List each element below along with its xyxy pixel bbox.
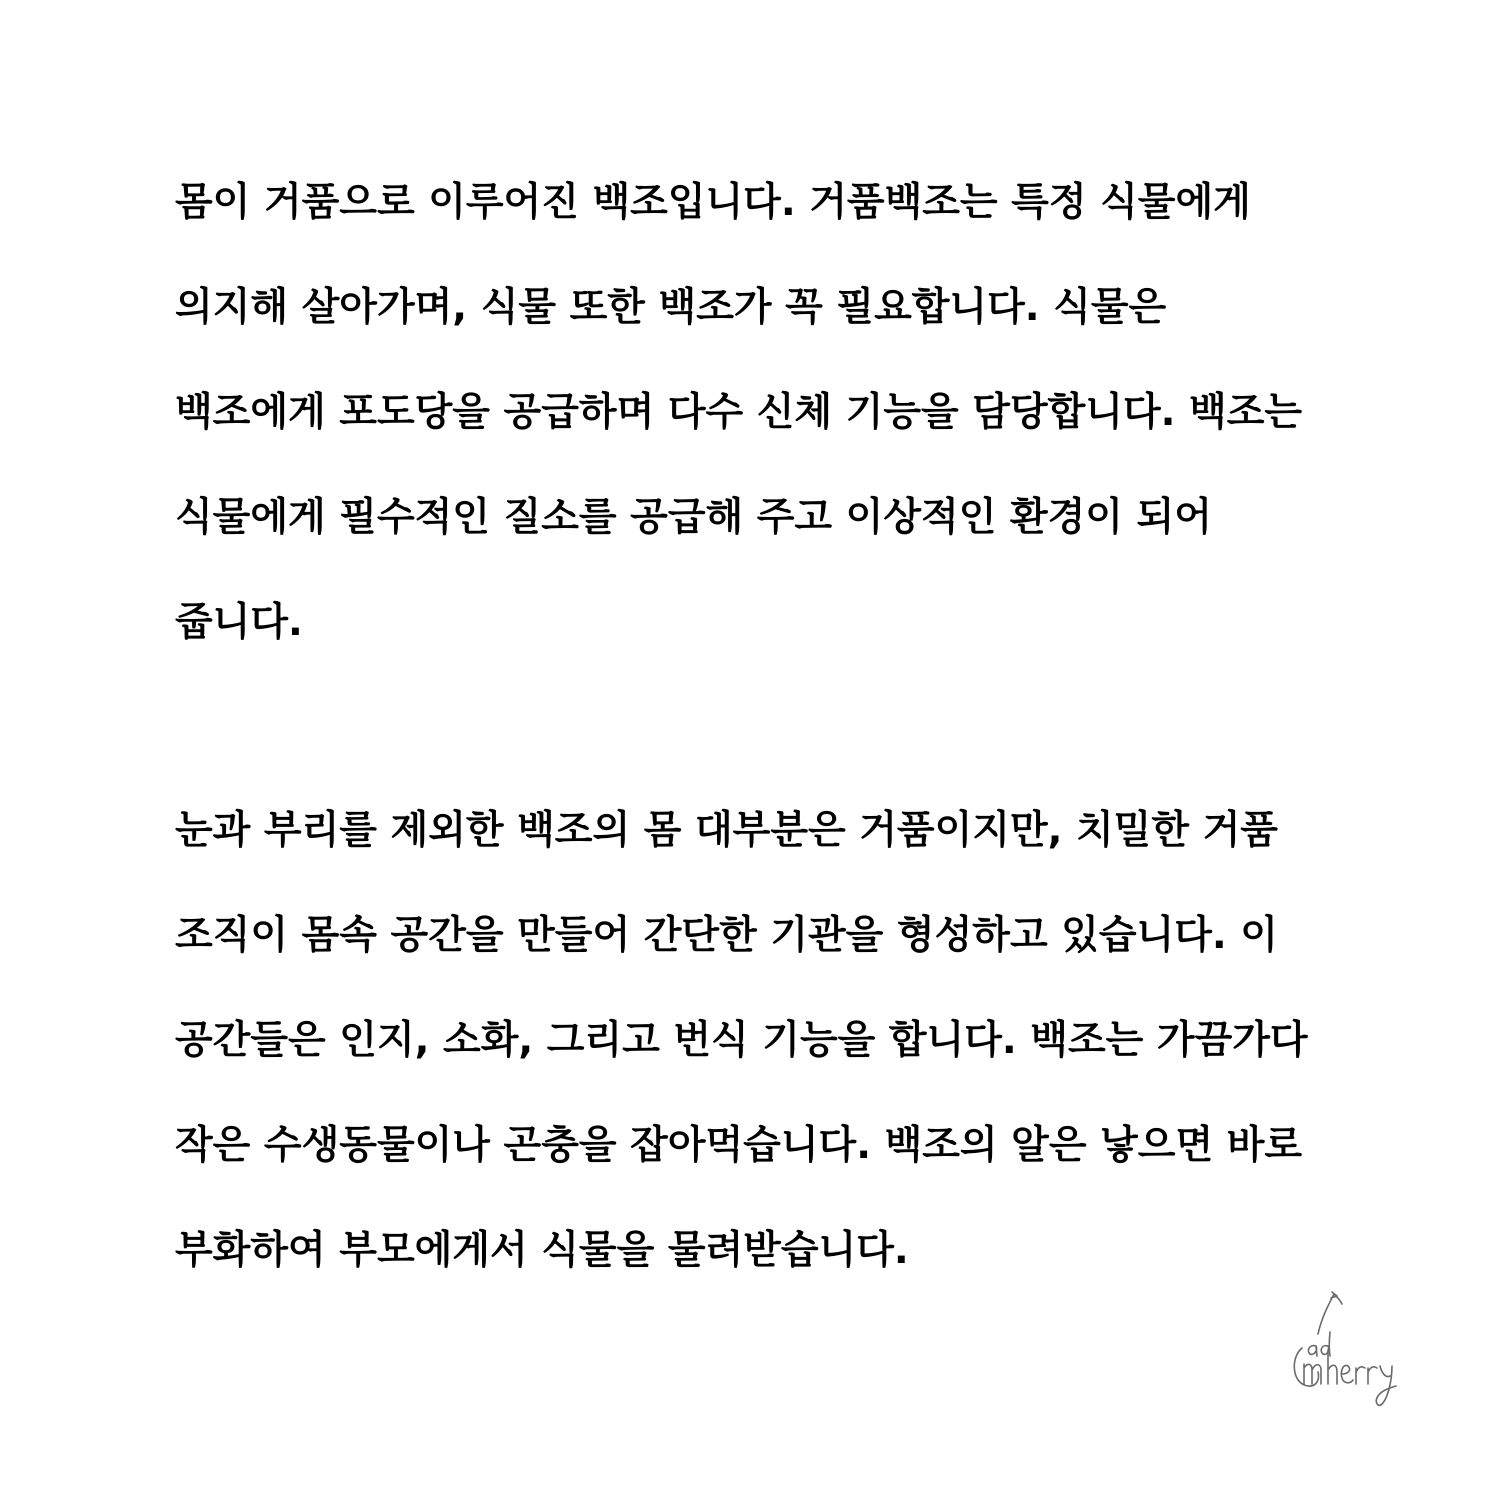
text-line: 줍니다.	[175, 600, 303, 645]
text-line: 작은 수생동물이나 곤충을 잡아먹습니다. 백조의 알은 낳으면 바로	[175, 1123, 1303, 1168]
text-line: 식물에게 필수적인 질소를 공급해 주고 이상적인 환경이 되어	[175, 495, 1212, 540]
paragraph-1	[175, 177, 1375, 702]
text-line: 몸이 거품으로 이루어진 백조입니다. 거품백조는 특정 식물에게	[175, 180, 1251, 225]
text-line: 의지해 살아가며, 식물 또한 백조가 꼭 필요합니다. 식물은	[175, 285, 1167, 330]
text-line: 눈과 부리를 제외한 백조의 몸 대부분은 거품이지만, 치밀한 거품	[175, 808, 1278, 853]
text-line: 조직이 몸속 공간을 만들어 간단한 기관을 형성하고 있습니다. 이	[175, 913, 1278, 958]
signature-graphic	[1282, 1288, 1410, 1416]
text-line: 부화하여 부모에게서 식물을 물려받습니다.	[175, 1228, 909, 1273]
paragraph-2	[175, 805, 1375, 1330]
handwritten-signature	[1282, 1288, 1410, 1416]
text-line: 백조에게 포도당을 공급하며 다수 신체 기능을 담당합니다. 백조는	[175, 390, 1303, 435]
text-line: 공간들은 인지, 소화, 그리고 번식 기능을 합니다. 백조는 가끔가다	[175, 1018, 1308, 1063]
